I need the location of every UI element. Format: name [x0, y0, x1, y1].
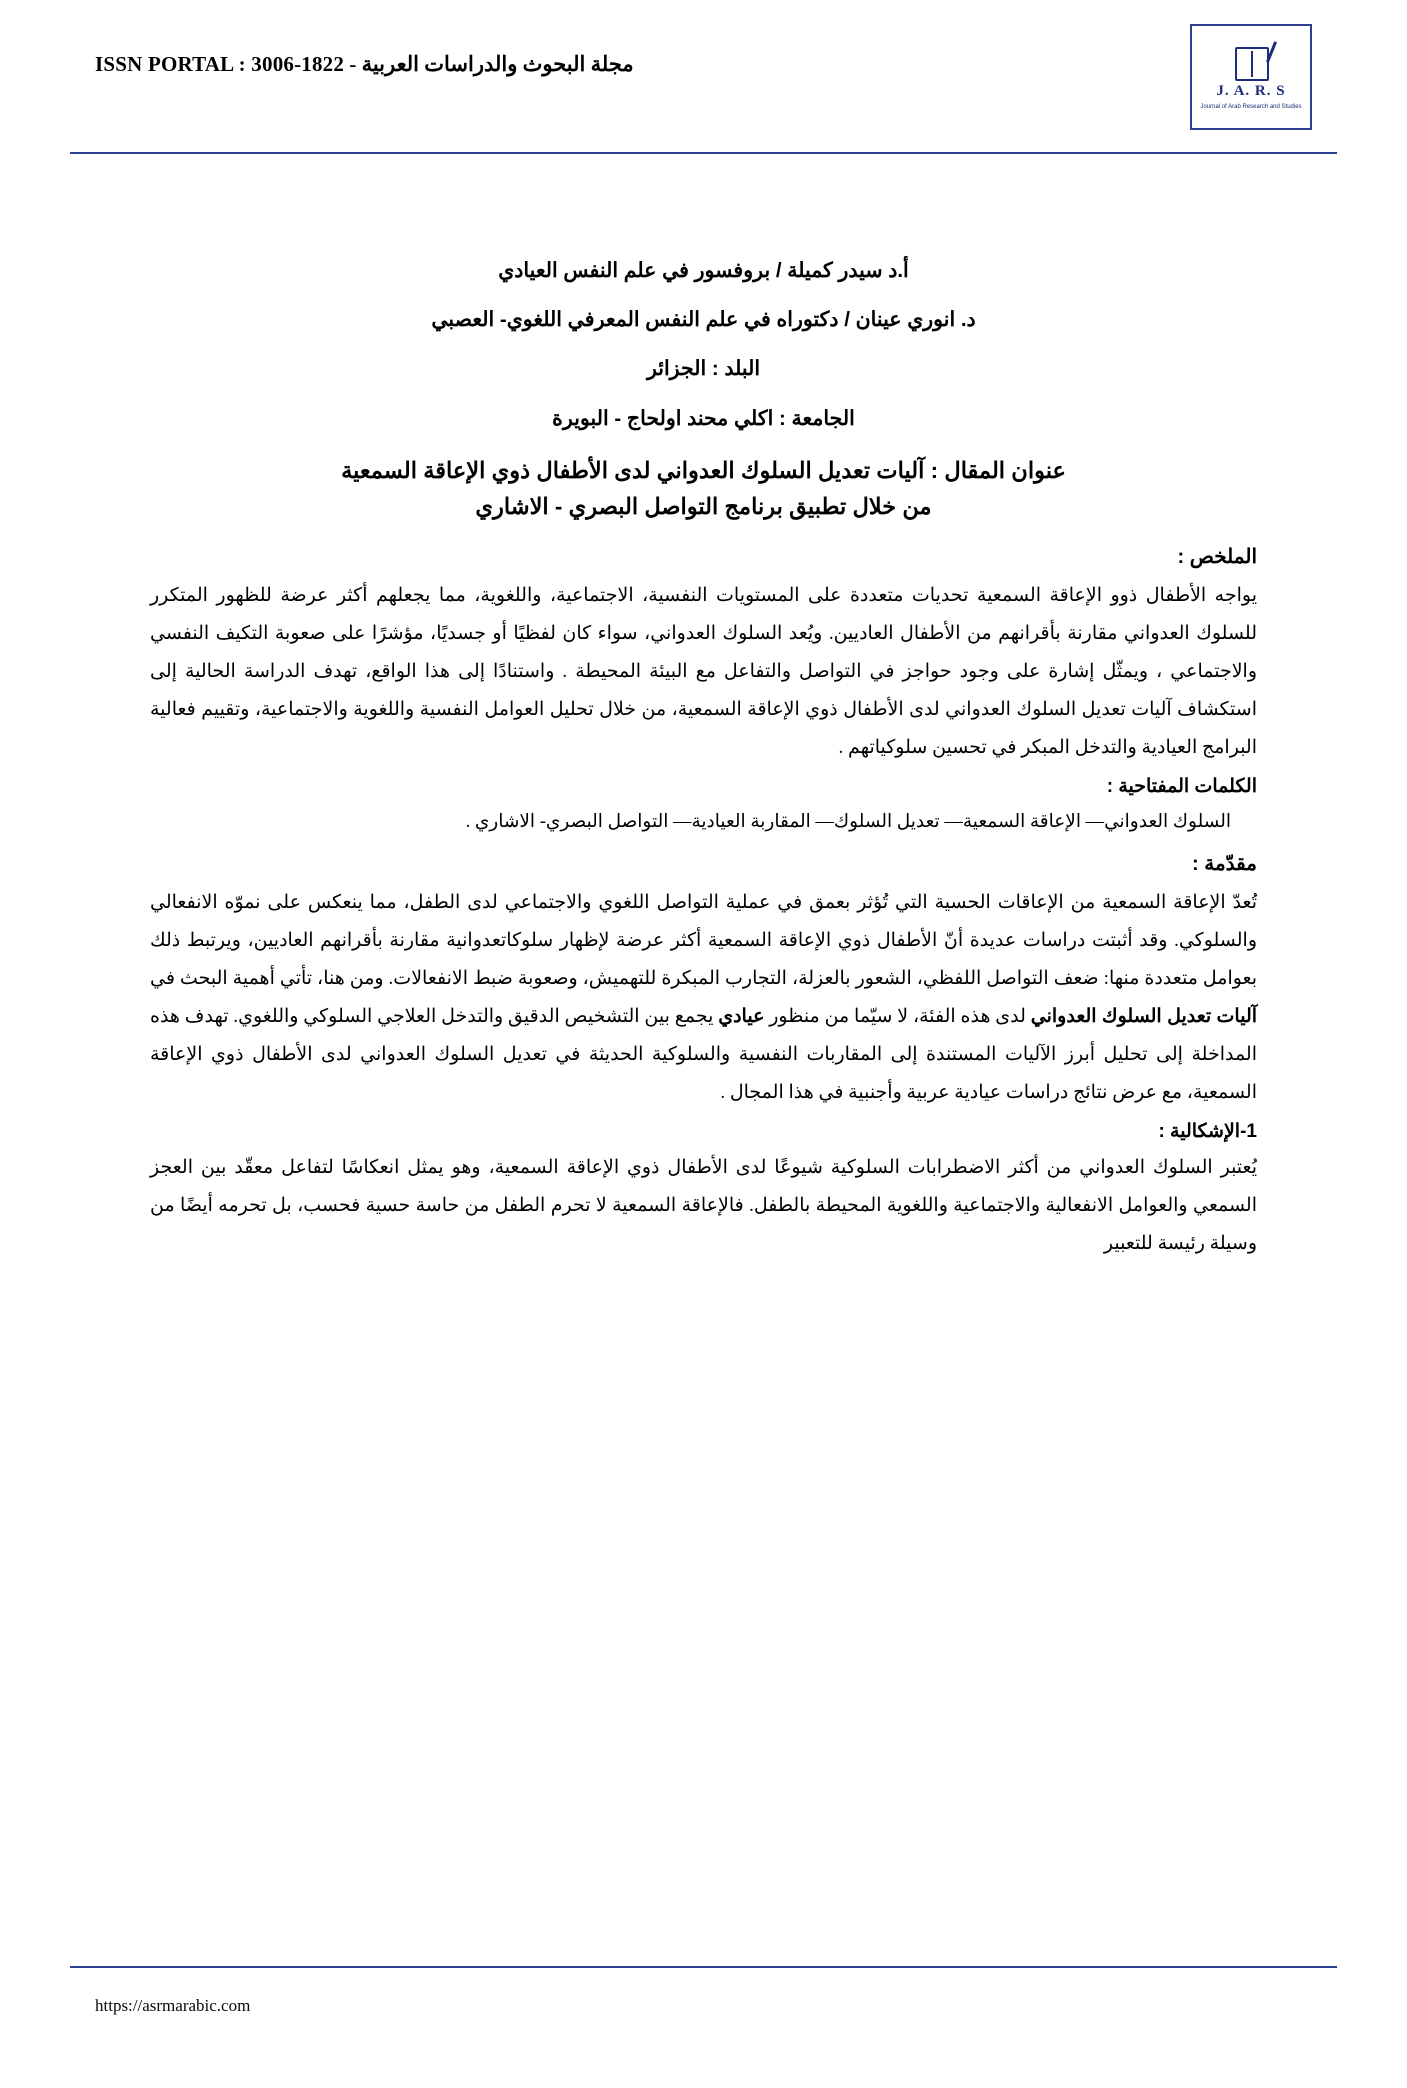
footer-url[interactable]: https://asrmarabic.com: [95, 1996, 251, 2015]
abstract-body: يواجه الأطفال ذوو الإعاقة السمعية تحديات متعددة على المستويات النفسية، الاجتماعية، واللغوية، مما يجعلهم أكثر عرضة للظهور المتكرر للسلوك العدواني مقارنة بأقرانهم من الأطفال العاديين. ويُعد السلوك العدواني، سواء كان لفظيًا أو جسديًا، مؤشرًا على صعوبة التكيف النفسي والاجتماعي ، ويمثّل إشارة على وجود حواجز في التواصل والتفاعل مع البيئة المحيطة . واستنادًا إلى هذا الواقع، تهدف الدراسة الحالية إلى استكشاف آليات تعديل السلوك العدواني لدى الأطفال ذوي الإعاقة السمعية، من خلال تحليل العوامل النفسية واللغوية والاجتماعية، وتقييم فعالية البرامج العيادية والتدخل المبكر في تحسين سلوكياتهم .: [150, 584, 1257, 758]
header-divider: [70, 152, 1337, 154]
article-title-line-1: عنوان المقال : آليات تعديل السلوك العدواني لدى الأطفال ذوي الإعاقة السمعية: [341, 457, 1066, 483]
page-header: [0, 0, 1407, 150]
article-title-line-2: من خلال تطبيق برنامج التواصل البصري - الاشاري: [475, 494, 932, 520]
journal-logo-subtitle: Journal of Arab Research and Studies: [1200, 103, 1302, 110]
author-secondary: د. انوري عينان / دكتوراه في علم النفس المعرفي اللغوي- العصبي: [431, 308, 976, 332]
university-line: الجامعة : اكلي محند اولحاج - البويرة: [552, 406, 855, 430]
document-body: [0, 254, 1407, 1263]
introduction-heading: مقدّمة :: [1192, 852, 1257, 875]
keywords-body: السلوك العدواني— الإعاقة السمعية— تعديل السلوك— المقاربة العيادية— التواصل البصري- الاشاري .: [465, 811, 1231, 832]
intro-bold-1: آليات تعديل السلوك العدواني: [1030, 1005, 1258, 1027]
intro-text-3: يجمع بين التشخيص الدقيق والتدخل العلاجي السلوكي واللغوي. تهدف هذه المداخلة إلى تحليل أبرز الآليات المستندة إلى المقاربات النفسية والسلوكية الحديثة في تعديل السلوك العدواني لدى الأطفال ذوي الإعاقة السمعية، مع عرض نتائج دراسات عيادية عربية وأجنبية في هذا المجال .: [150, 1005, 1257, 1103]
intro-text-2: لدى هذه الفئة، لا سيّما من منظور: [764, 1005, 1031, 1027]
problem-body: يُعتبر السلوك العدواني من أكثر الاضطرابات السلوكية شيوعًا لدى الأطفال ذوي الإعاقة السمعية، وهو يمثل انعكاسًا لتفاعل معقّد بين العجز السمعي والعوامل الانفعالية والاجتماعية واللغوية المحيطة بالطفل. فالإعاقة السمعية لا تحرم الطفل من حاسة حسية فحسب، بل تحرمه أيضًا من وسيلة رئيسة للتعبير: [150, 1156, 1257, 1254]
journal-logo: [1190, 24, 1312, 130]
journal-logo-title: J. A. R. S: [1216, 82, 1286, 99]
book-pen-logo-icon: [1231, 45, 1271, 79]
author-primary: أ.د سيدر كميلة / بروفسور في علم النفس العيادي: [498, 259, 909, 282]
introduction-body: [150, 884, 1257, 1112]
problem-heading: 1-الإشكالية :: [1158, 1120, 1257, 1142]
intro-bold-2: عيادي: [718, 1005, 765, 1027]
intro-text-1: تُعدّ الإعاقة السمعية من الإعاقات الحسية التي تُؤثر بعمق في عملية التواصل اللغوي والاجتماعي لدى الطفل، مما ينعكس على نموّه الانفعالي والسلوكي. وقد أثبتت دراسات عديدة أنّ الأطفال ذوي الإعاقة السمعية أكثر عرضة لإظهار سلوكاتعدوانية مقارنة بأقرانهم العاديين، ويرتبط ذلك بعوامل متعددة منها: ضعف التواصل اللفظي، الشعور بالعزلة، التجارب المبكرة للتهميش، وصعوبة ضبط الانفعالات. ومن هنا، تأتي أهمية البحث في: [150, 891, 1257, 989]
article-title: [150, 453, 1257, 526]
country-line: البلد : الجزائر: [646, 357, 761, 381]
journal-issn-line: مجلة البحوث والدراسات العربية - ISSN PORTAL : 3006-1822: [95, 52, 634, 76]
keywords-heading: الكلمات المفتاحية :: [1106, 775, 1257, 797]
abstract-heading: الملخص :: [1177, 545, 1257, 568]
footer-divider: [70, 1966, 1337, 1968]
